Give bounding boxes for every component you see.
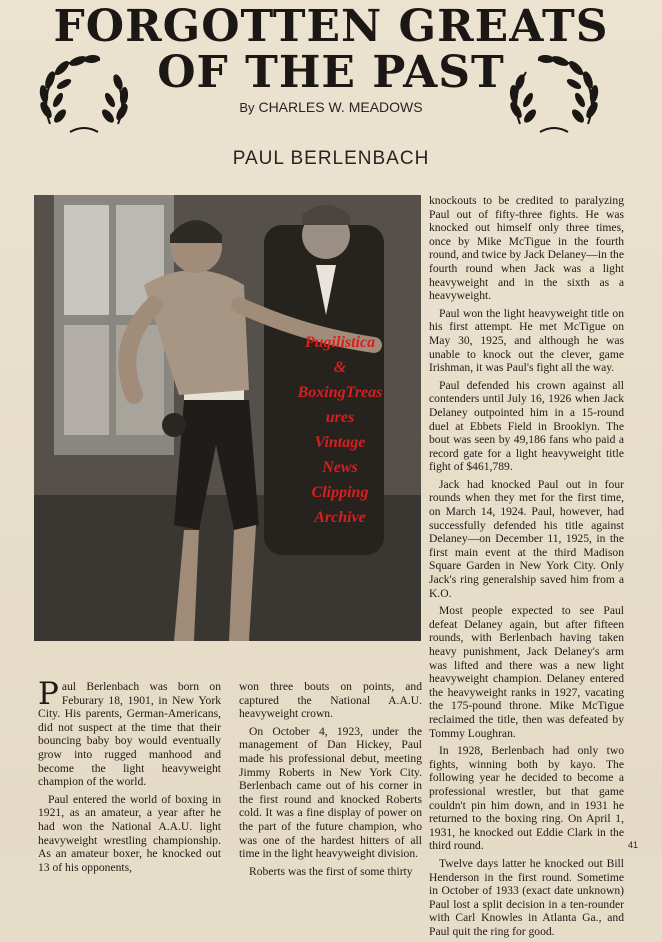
paragraph: Paul defended his crown against all contenders until July 16, 1926 when Jack Delaney outpointed him in a 15-round duel at Ebbets Field in Brooklyn. The bout was seen by 49,186 fans who paid a record gate for a light heavyweight title fight of $461,789. [429, 378, 624, 474]
paragraph: knockouts to be credited to paralyzing Paul out of fifty-three fights. He was knocked out himself only three times, once by Mike McTigue in the fourth round, and twice by Jack Delaney—in the fourth round when Jack was a light heavyweight and in the sixth as a heavyweight. [429, 194, 624, 303]
paragraph-text: aul Berlenbach was born on Feburary 18, 1901, in New York City. His parents, German-Americans, did not suspect at the time that their bouncing baby boy would eventually grow into rugged manhood and become the light heavyweight champion of the world. [38, 680, 221, 789]
paragraph: On October 4, 1923, under the management of Dan Hickey, Paul made his professional debut, meeting Jimmy Roberts in New York City. Berlenbach came out of his corner in the first round and knocked Roberts cold. It was a fine display of power on the part of the future champion, who was one of the hardest hitters of all time in the light heavyweight division. [239, 724, 422, 861]
watermark-line: BoxingTreas [297, 384, 383, 401]
paragraph [38, 676, 221, 789]
laurel-wreath-left-icon [30, 50, 138, 142]
watermark-line: Vintage [314, 434, 366, 451]
headline-line-1: FORGOTTEN GREATS [53, 1, 609, 52]
headline-line-2: OF THE PAST [157, 47, 505, 98]
watermark-line: News [322, 459, 358, 476]
byline [0, 99, 662, 115]
watermark-line: Clipping [311, 484, 369, 501]
paragraph: won three bouts on points, and captured the National A.A.U. heavyweight crown. [239, 680, 422, 721]
paragraph: Jack had knocked Paul out in four rounds when they met for the first time, on March 14, 1924. Paul, however, had successfully defended his title against Delaney—on December 11, 1925, in the first main event at the third Madison Square Garden in New York City. Only Jack's ring generalship saved him from a K.O. [429, 477, 624, 600]
article-column-3 [429, 194, 624, 942]
paragraph: In 1928, Berlenbach had only two fights, winning both by kayo. The following year he decided to become a professional wrestler, but that game couldn't pin him down, and in 1931 he returned to the boxing ring. On April 1, 1931, he knocked out Eddie Clark in the third round. [429, 744, 624, 853]
paragraph: Roberts was the first of some thirty [249, 864, 413, 878]
article-subject: PAUL BERLENBACH [232, 148, 430, 169]
watermark-line: ures [325, 409, 355, 426]
drop-cap: P [38, 676, 59, 712]
laurel-wreath-right-icon [500, 50, 608, 142]
paragraph: Paul entered the world of boxing in 1921, as an amateur, a year after he had won the National A.A.U. light heavyweight wrestling championship. As an amateur boxer, he knocked out 13 of his opponents, [38, 792, 221, 874]
watermark-line: Archive [314, 509, 366, 526]
watermark-line: & [333, 359, 347, 376]
watermark [270, 330, 410, 530]
article-column-1 [38, 676, 221, 878]
byline-prefix: By [239, 100, 255, 115]
paragraph: Paul won the light heavyweight title on his first attempt. He met McTigue on May 30, 1925, and although he was unable to knock out the clever, game Irishman, it was Paul's fight all the way. [429, 306, 624, 375]
byline-author: CHARLES W. MEADOWS [258, 99, 423, 115]
paragraph: Most people expected to see Paul defeat Delaney again, but after fifteen rounds, with Berlenbach having taken heavy punishment, Jack Delaney's arm was lifted and there was a new light heavyweight champion. Delaney entered the heavyweight ranks in 1927, vacating the 175-pound throne. Mike McTigue reclaimed the title, then was defeated by Tommy Loughran. [429, 604, 624, 740]
page-number: 41 [627, 840, 638, 850]
paragraph: Twelve days latter he knocked out Bill Henderson in the first round. Sometime in October of 1933 (exact date unknown) Paul lost a split decision in a ten-rounder with Carl Knowles in Atlanta Ga., and Paul quit the ring for good. [429, 856, 624, 938]
article-column-2 [239, 680, 422, 882]
watermark-line: Pugilistica [304, 334, 376, 351]
